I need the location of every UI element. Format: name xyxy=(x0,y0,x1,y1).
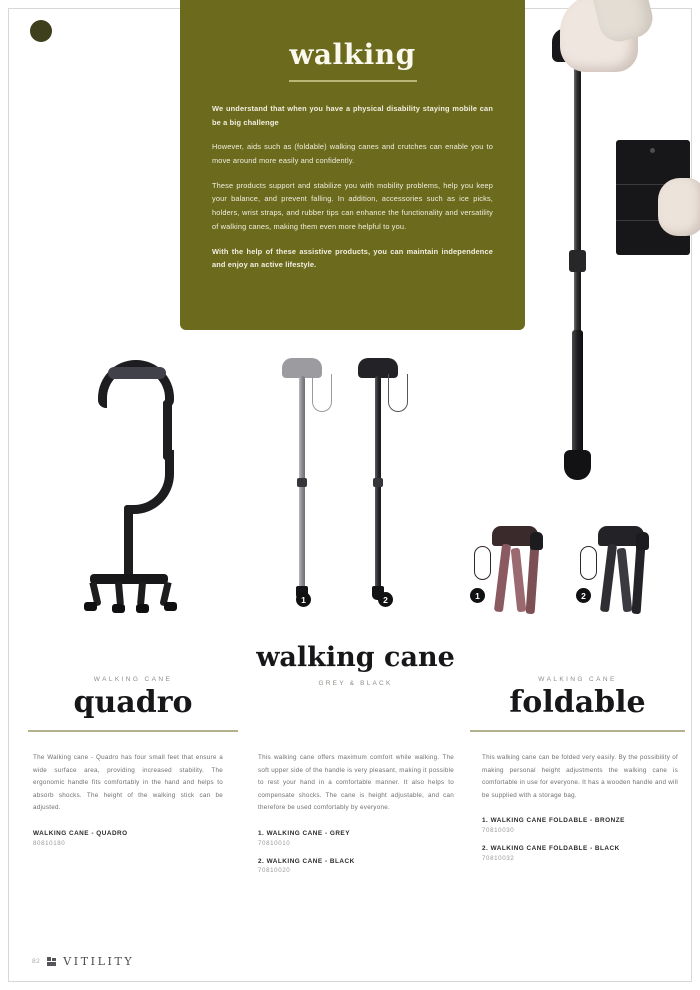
sku-foldable-black xyxy=(482,844,678,862)
quadro-leg xyxy=(137,582,146,607)
sku-name: WALKING CANE - QUADRO xyxy=(33,829,128,837)
intro-paragraph-3: These products support and stabilize you with mobility problems, help you keep your balance, and prevent falling. In addition, accessories such as ice picks, holders, wrist straps, and rubber tips can enhance the functionality and versatility of walking canes, making them even more helpful to you. xyxy=(212,180,493,231)
description-column-walking-cane xyxy=(258,752,454,874)
intro-panel xyxy=(180,0,525,330)
eyebrow-foldable: WALKING CANE xyxy=(538,676,617,683)
sku-name: 2. WALKING CANE FOLDABLE - BLACK xyxy=(482,844,620,852)
product-title-quadro: quadro xyxy=(73,685,193,720)
page-number: 82 xyxy=(32,958,41,965)
sku-cane-black xyxy=(258,857,454,875)
sku-name: 1. WALKING CANE FOLDABLE - BRONZE xyxy=(482,817,625,825)
sub-eyebrow-walking-cane: GREY & BLACK xyxy=(318,680,393,688)
quadro-shaft-lower xyxy=(124,505,133,579)
title-block-walking-cane xyxy=(253,642,458,687)
intro-paragraph-4: With the help of these assistive products, you can maintain independence and enjoy an active lifestyle. xyxy=(212,246,493,270)
foldable-bronze-segment xyxy=(526,544,540,614)
quadro-shaft-curve xyxy=(128,450,174,514)
cane-grey-collar xyxy=(297,478,307,487)
badge-foldable-black: 2 xyxy=(576,588,591,603)
sku-code: 70810030 xyxy=(482,826,515,834)
foldable-black-tip xyxy=(636,532,649,550)
intro-paragraph-1: We understand that when you have a physical disability staying mobile can be a big challenge xyxy=(212,104,493,127)
product-title-row xyxy=(8,642,692,750)
brand-name: VITILITY xyxy=(63,955,135,968)
sku-quadro xyxy=(33,829,223,847)
quadro-leg xyxy=(115,582,124,607)
quadro-grip xyxy=(108,367,166,379)
product-image-walking-cane xyxy=(248,340,458,640)
intro-title: walking xyxy=(289,38,416,71)
quadro-foot xyxy=(164,602,177,611)
foldable-bronze-segment xyxy=(494,544,511,613)
intro-divider xyxy=(289,80,417,82)
hand-holding-bag xyxy=(658,178,700,236)
sku-foldable-bronze xyxy=(482,816,678,834)
eyebrow-quadro: WALKING CANE xyxy=(93,676,173,683)
description-text-walking-cane: This walking cane offers maximum comfort while walking. The soft upper side of the handle is very pleasant, making it possible to rest your hand in a comfortable manner. It also helps to compensate shocks. The cane is height adjustable, and can therefore be used comfortably by everyone. xyxy=(258,754,454,812)
cane-grey-wrist-strap xyxy=(312,374,332,412)
cane-black-wrist-strap xyxy=(388,374,408,412)
vitility-logo-icon xyxy=(47,957,56,966)
description-column-foldable xyxy=(482,752,678,862)
foldable-black-segment xyxy=(617,548,633,613)
sku-code: 70810032 xyxy=(482,854,515,862)
foldable-bronze-segment xyxy=(511,548,527,613)
badge-cane-grey: 1 xyxy=(296,592,311,607)
cane-height-collar xyxy=(569,250,586,272)
title-divider xyxy=(470,730,685,732)
product-image-quadro xyxy=(20,340,240,640)
sku-code: 70810020 xyxy=(258,867,291,875)
intro-paragraph-2: However, aids such as (foldable) walking canes and crutches can enable you to move around more easily and confidently. xyxy=(212,142,493,166)
description-text-quadro: The Walking cane - Quadro has four small feet that ensure a wide surface area, providing increased stability. The ergonomic handle fits comfortably in the hand and helps to absorb shocks. The height of the walking stick can be adjusted. xyxy=(33,754,223,812)
product-image-row xyxy=(8,340,692,640)
page-footer xyxy=(32,955,134,968)
cane-black-collar xyxy=(373,478,383,487)
foldable-bronze-tip xyxy=(530,532,543,550)
quadro-foot xyxy=(84,602,97,611)
product-title-walking-cane: walking cane xyxy=(256,642,455,673)
quadro-foot xyxy=(112,604,125,613)
description-column-quadro xyxy=(33,752,223,847)
quadro-base-plate xyxy=(90,574,168,584)
bag-snap xyxy=(650,148,655,153)
description-text-foldable: This walking cane can be folded very easily. By the possibility of making personal height adjustments the walking cane is comfortable in use for everyone. It has a wooden handle and will be supplied with a storage bag. xyxy=(482,754,678,799)
foldable-black-wrist-loop xyxy=(580,546,597,580)
title-divider xyxy=(28,730,238,732)
title-block-quadro xyxy=(28,676,238,732)
badge-foldable-bronze: 1 xyxy=(470,588,485,603)
corner-dot-decoration xyxy=(30,20,52,42)
foldable-black-segment xyxy=(600,544,617,613)
badge-cane-black: 2 xyxy=(378,592,393,607)
sku-code: 80810180 xyxy=(33,839,66,847)
sku-code: 70810010 xyxy=(258,839,291,847)
sku-name: 2. WALKING CANE - BLACK xyxy=(258,857,355,865)
quadro-foot xyxy=(136,604,149,613)
product-image-foldable xyxy=(460,340,688,640)
sku-cane-grey xyxy=(258,829,454,847)
foldable-bronze-wrist-loop xyxy=(474,546,491,580)
foldable-black-segment xyxy=(632,544,646,614)
product-description-row xyxy=(8,752,692,942)
product-title-foldable: foldable xyxy=(509,685,646,720)
sku-name: 1. WALKING CANE - GREY xyxy=(258,829,350,837)
title-block-foldable xyxy=(470,676,685,732)
